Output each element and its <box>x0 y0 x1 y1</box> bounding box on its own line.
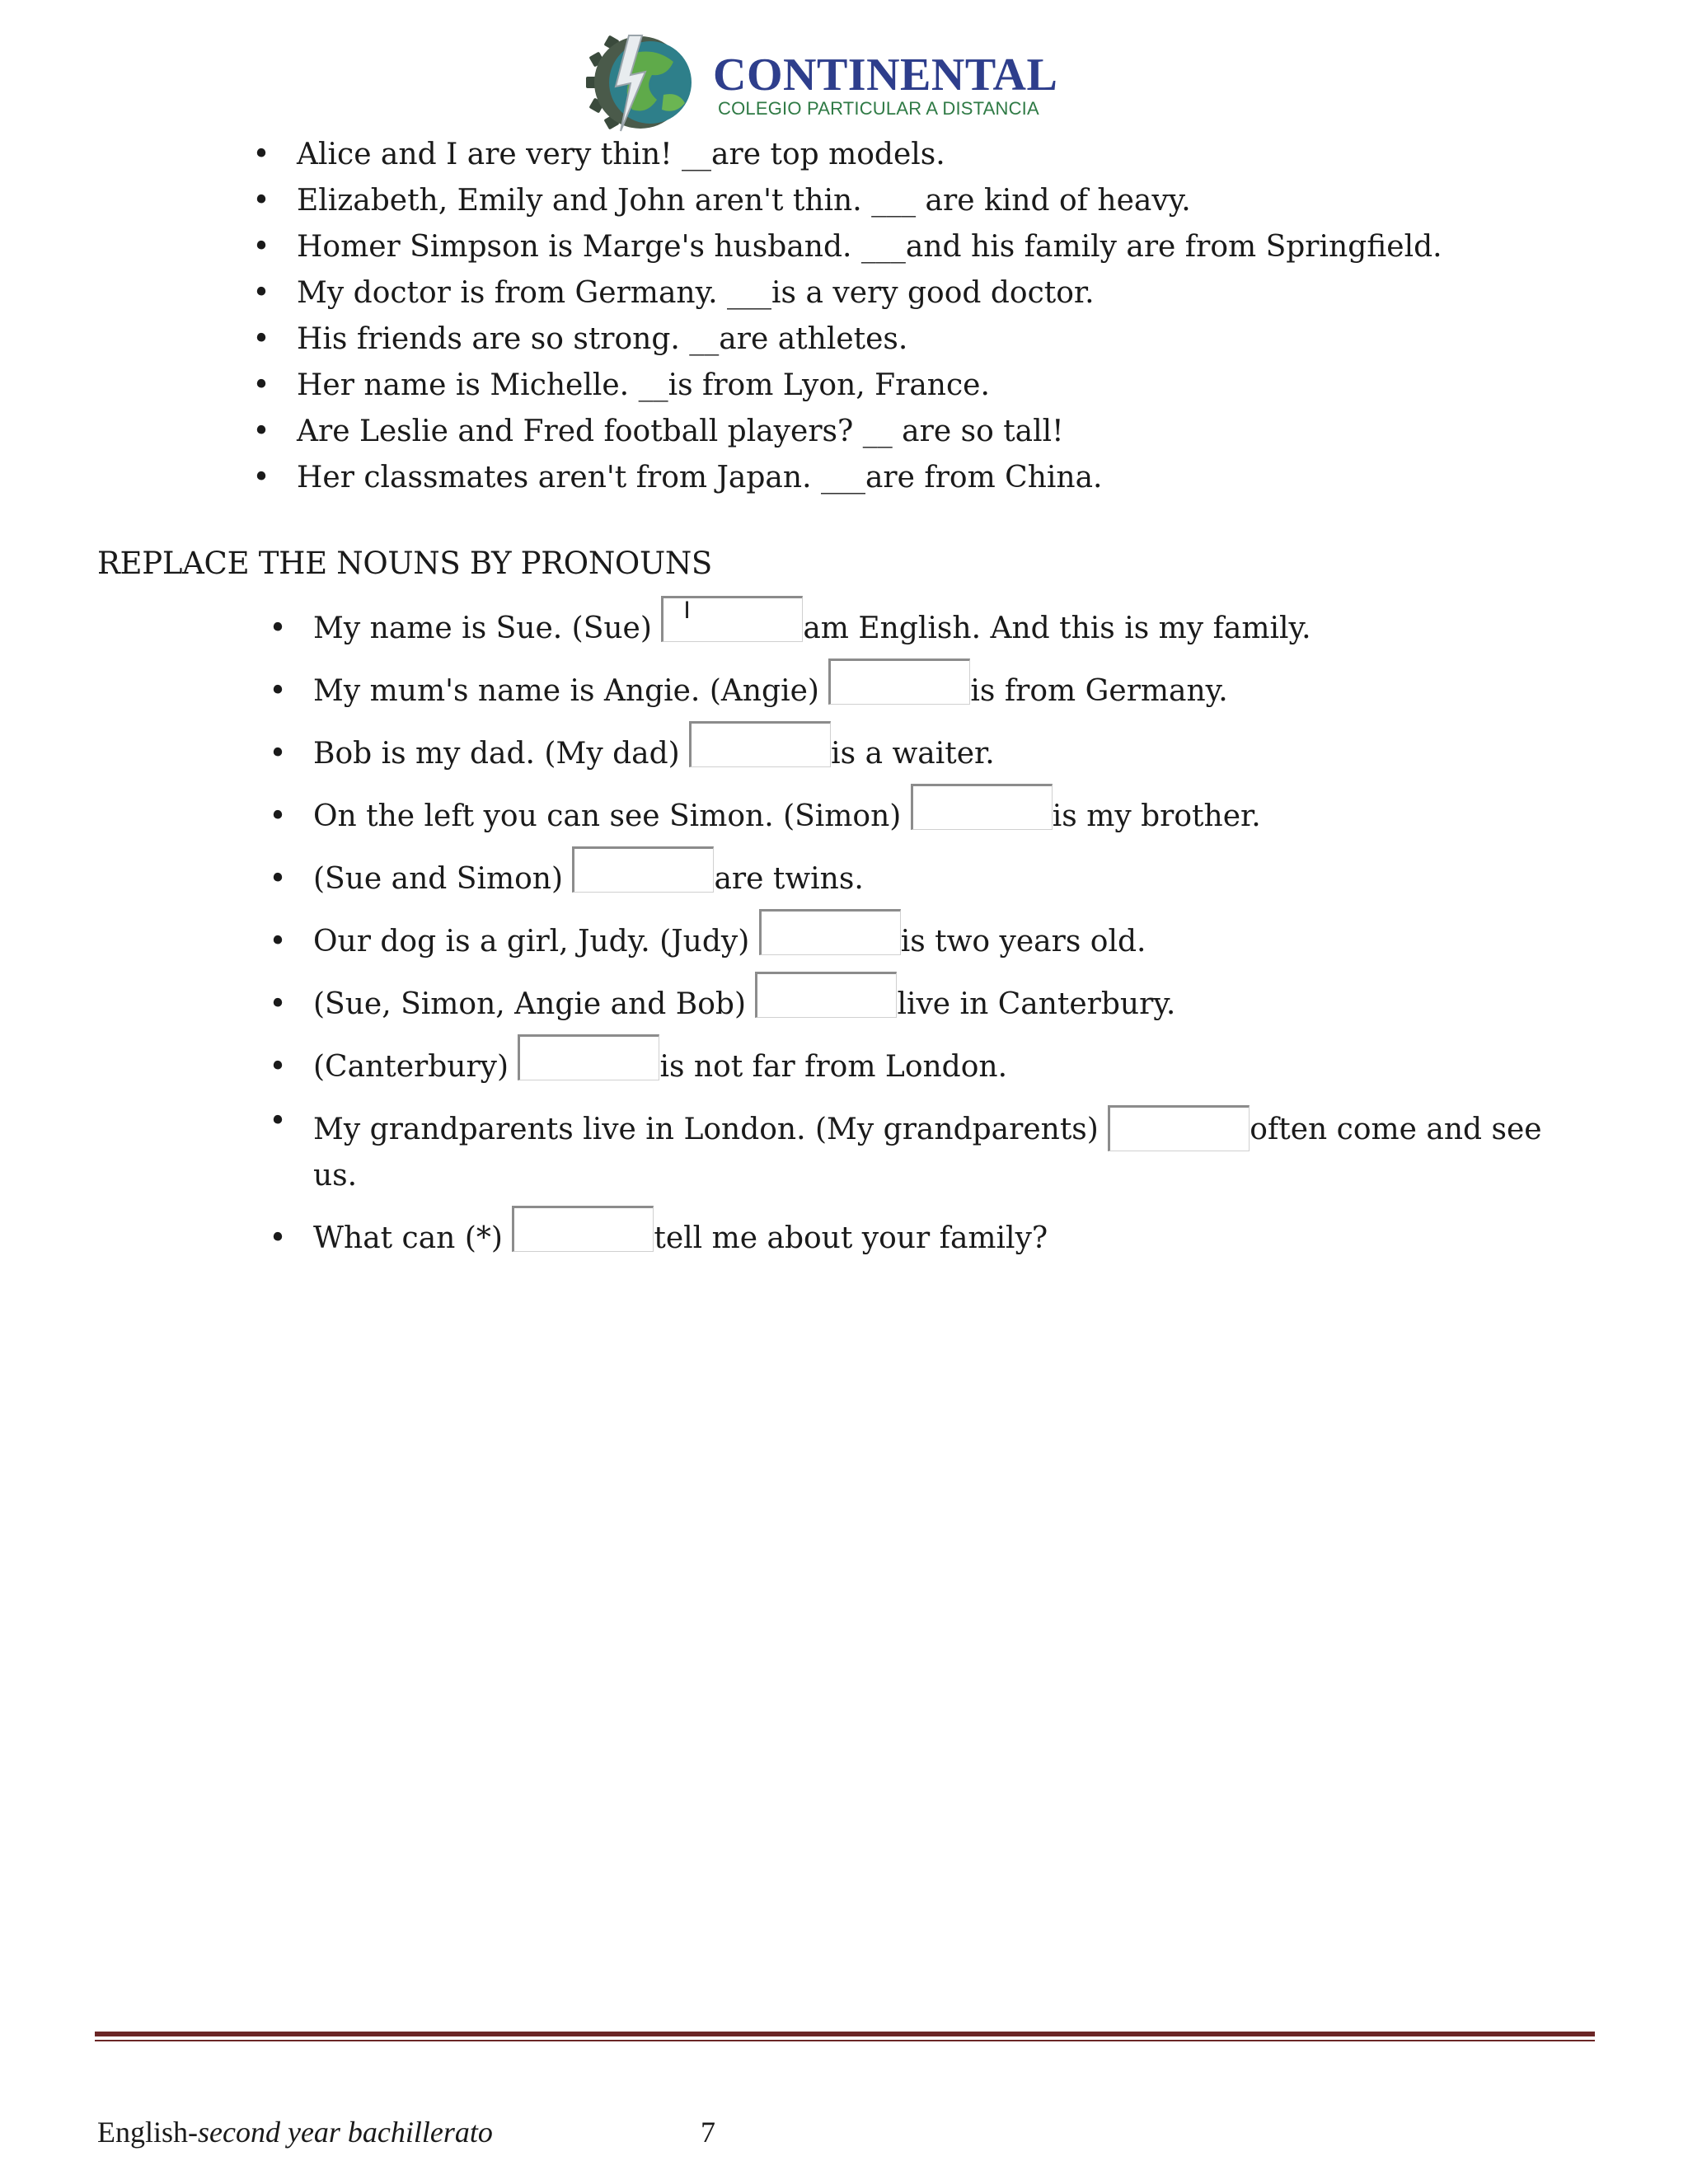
sentence-before: (Sue, Simon, Angie and Bob) <box>313 987 756 1021</box>
footer-rule-thin <box>95 2040 1595 2041</box>
sentence-after: is not far from London. <box>659 1050 1008 1084</box>
logo-subtitle: COLEGIO PARTICULAR A DISTANCIA <box>718 98 1039 119</box>
sentence: My doctor is from Germany. ___is a very good doctor. <box>297 276 1095 310</box>
sentence-continuation: us. <box>313 1159 358 1193</box>
sentence-before: On the left you can see Simon. (Simon) <box>313 799 911 833</box>
sentence-before: What can (*) <box>313 1221 513 1255</box>
sentence-after: is my brother. <box>1052 799 1261 833</box>
sentence-after: are twins. <box>714 862 864 896</box>
list-item <box>269 973 1599 1036</box>
list-item <box>269 785 1599 848</box>
sentence-before: My name is Sue. (Sue) <box>313 612 662 645</box>
exercise2-heading: REPLACE THE NOUNS BY PRONOUNS <box>97 546 712 581</box>
bullet: • <box>252 415 270 448</box>
footer-label-plain: English- <box>97 2116 198 2149</box>
exercise1-list <box>252 132 1615 501</box>
sentence-before: (Sue and Simon) <box>313 862 573 896</box>
footer-label-italic: second year bachillerato <box>198 2116 493 2149</box>
list-item <box>252 455 1615 501</box>
footer-rule <box>95 2032 1595 2036</box>
list-item <box>269 597 1599 660</box>
bullet: • <box>269 674 287 708</box>
sentence-after: live in Canterbury. <box>897 987 1176 1021</box>
globe-gear-icon <box>581 29 713 136</box>
sentence-before: Bob is my dad. (My dad) <box>313 737 690 771</box>
list-item <box>252 224 1615 270</box>
answer-input[interactable] <box>911 784 1053 830</box>
answer-input[interactable] <box>828 658 970 705</box>
bullet: • <box>269 799 287 833</box>
list-item <box>252 363 1615 409</box>
sentence-after: is a waiter. <box>831 737 995 771</box>
list-item <box>252 178 1615 224</box>
sentence-before: My grandparents live in London. (My grandparents) <box>313 1113 1109 1146</box>
bullet: • <box>269 862 287 896</box>
bullet: • <box>252 138 270 171</box>
sentence: Alice and I are very thin! __are top models. <box>297 138 945 171</box>
list-item <box>269 1207 1599 1270</box>
answer-input[interactable] <box>518 1034 659 1080</box>
bullet: • <box>269 1221 287 1255</box>
bullet: • <box>269 1050 287 1084</box>
sentence-after: tell me about your family? <box>654 1221 1048 1255</box>
list-item <box>252 409 1615 455</box>
list-item <box>269 660 1599 723</box>
bullet: • <box>269 987 287 1021</box>
exercise2-list <box>269 597 1599 1270</box>
list-item <box>252 316 1615 363</box>
answer-input[interactable] <box>755 972 897 1018</box>
sentence-before: (Canterbury) <box>313 1050 518 1084</box>
sentence-after: often come and see <box>1250 1113 1542 1146</box>
sentence: Homer Simpson is Marge's husband. ___and his family are from Springfield. <box>297 230 1442 264</box>
bullet: • <box>252 230 270 264</box>
bullet: • <box>252 368 270 402</box>
footer-label <box>97 2115 493 2149</box>
list-item <box>269 911 1599 973</box>
bullet: • <box>269 1104 287 1138</box>
bullet: • <box>252 322 270 356</box>
bullet: • <box>269 737 287 771</box>
answer-input[interactable] <box>572 846 714 893</box>
sentence-after: am English. And this is my family. <box>803 612 1311 645</box>
school-logo <box>581 29 1058 136</box>
list-item <box>269 723 1599 785</box>
sentence-before: My mum's name is Angie. (Angie) <box>313 674 829 708</box>
sentence-after: is two years old. <box>900 925 1146 958</box>
list-item <box>269 1099 1599 1207</box>
answer-input[interactable] <box>512 1206 654 1252</box>
bullet: • <box>269 612 287 645</box>
list-item <box>269 1036 1599 1099</box>
bullet: • <box>252 276 270 310</box>
list-item <box>252 132 1615 178</box>
bullet: • <box>252 184 270 218</box>
sentence-before: Our dog is a girl, Judy. (Judy) <box>313 925 759 958</box>
page-number: 7 <box>701 2116 715 2149</box>
sentence: Her name is Michelle. __is from Lyon, France. <box>297 368 990 402</box>
answer-input[interactable] <box>689 721 831 767</box>
list-item <box>252 270 1615 316</box>
sentence-after: is from Germany. <box>970 674 1228 708</box>
logo-name: CONTINENTAL <box>713 49 1058 101</box>
sentence: His friends are so strong. __are athletes. <box>297 322 908 356</box>
sentence: Her classmates aren't from Japan. ___are from China. <box>297 461 1103 494</box>
answer-input[interactable]: I <box>661 596 803 642</box>
answer-input[interactable] <box>1108 1105 1250 1151</box>
sentence: Are Leslie and Fred football players? __ are so tall! <box>297 415 1064 448</box>
bullet: • <box>252 461 270 494</box>
bullet: • <box>269 925 287 958</box>
answer-input[interactable] <box>759 909 901 955</box>
list-item <box>269 848 1599 911</box>
sentence: Elizabeth, Emily and John aren't thin. ___ are kind of heavy. <box>297 184 1191 218</box>
